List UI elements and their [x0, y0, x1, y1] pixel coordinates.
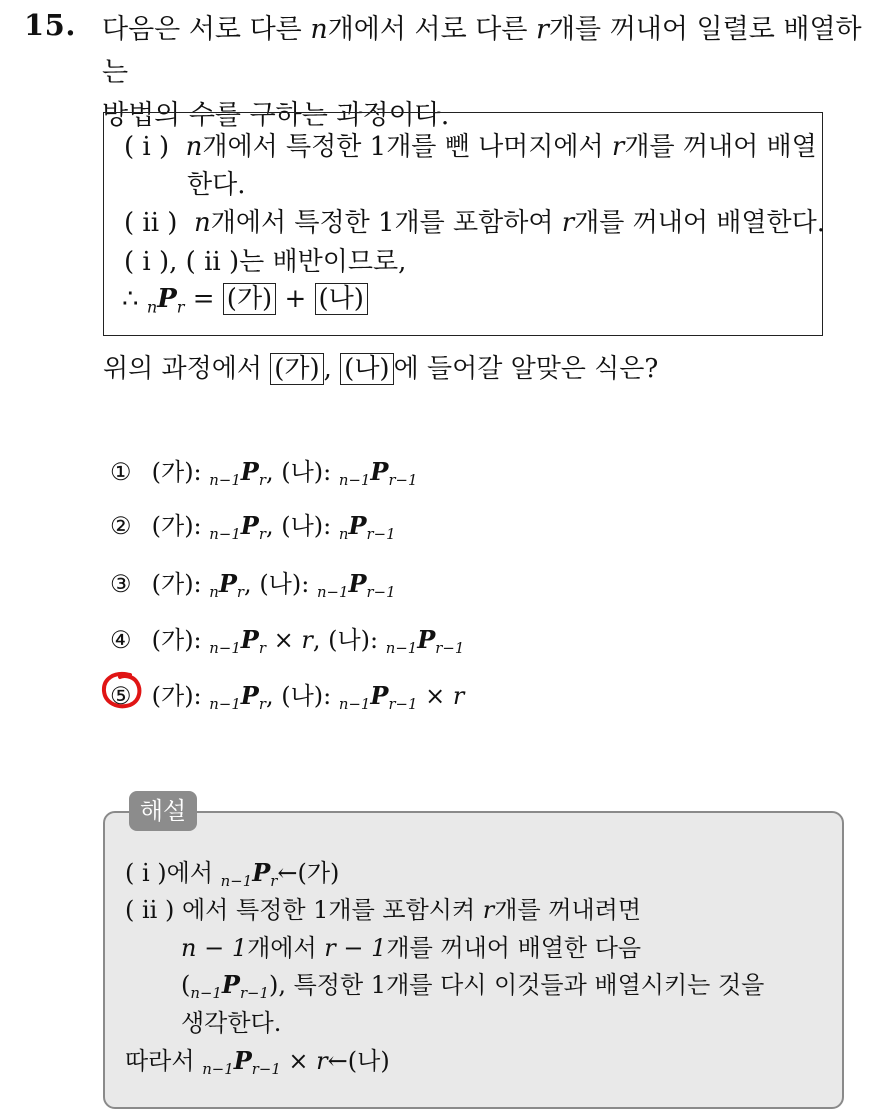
choice-1[interactable]: ① (가): $_{n-1}P_r$, (나): $_{n-1}P_{r-1}$: [110, 457, 418, 490]
solution-line-4: $(_{n-1}P_{r-1})$, 특정한 1개를 다시 이것들과 배열시키는 것을: [181, 970, 765, 1003]
blank-ga: (가): [223, 283, 276, 315]
solution-line-1: ( i )에서 $_{n-1}P_r\leftarrow$(가): [125, 858, 340, 891]
prompt: 위의 과정에서 (가) , (나) 에 들어갈 알맞은 식은?: [103, 354, 659, 384]
solution-line-3: n − 1개에서 r − 1개를 꺼내어 배열한 다음: [181, 934, 642, 962]
choice-3[interactable]: ③ (가): $_nP_r$, (나): $_{n-1}P_{r-1}$: [110, 569, 396, 602]
disjoint-statement: ( i ), ( ii )는 배반이므로,: [124, 247, 407, 277]
solution-label: 해설: [129, 791, 197, 831]
step-1-continued: 한다.: [187, 170, 246, 200]
question-number: 15.: [24, 8, 76, 42]
prompt-blank-na: (나): [340, 353, 393, 385]
process-box: [103, 112, 826, 336]
solution-box: [103, 811, 844, 1109]
blank-na: (나): [315, 283, 368, 315]
question-line-2: 방법의 수를 구하는 과정이다.: [102, 100, 450, 131]
choice-5[interactable]: ⑤ (가): $_{n-1}P_r$, (나): $_{n-1}P_{r-1} \times r$: [110, 681, 465, 714]
step-2: ( ii ) n개에서 특정한 1개를 포함하여 r개를 꺼내어 배열한다.: [124, 208, 826, 238]
solution-line-5: 생각한다.: [181, 1009, 282, 1037]
choice-4[interactable]: ④ (가): $_{n-1}P_r \times r$, (나): $_{n-1}P_{r-1}$: [110, 625, 465, 658]
conclusion-formula: ∴ $_nP_r$ = (가) + (나): [122, 281, 368, 326]
prompt-blank-ga: (가): [270, 353, 323, 385]
solution-line-6: 따라서 $_{n-1}P_{r-1}$ × r←(나): [125, 1046, 390, 1079]
choice-2[interactable]: ② (가): $_{n-1}P_r$, (나): $_nP_{r-1}$: [110, 511, 396, 544]
question-line-1: 다음은 서로 다른 n개에서 서로 다른 r개를 꺼내어 일렬로 배열하는: [102, 14, 862, 88]
solution-line-2: ( ii ) 에서 특정한 1개를 포함시켜 r개를 꺼내려면: [125, 896, 641, 924]
step-1: ( i ) n개에서 특정한 1개를 뺀 나머지에서 r개를 꺼내어 배열: [124, 132, 817, 162]
